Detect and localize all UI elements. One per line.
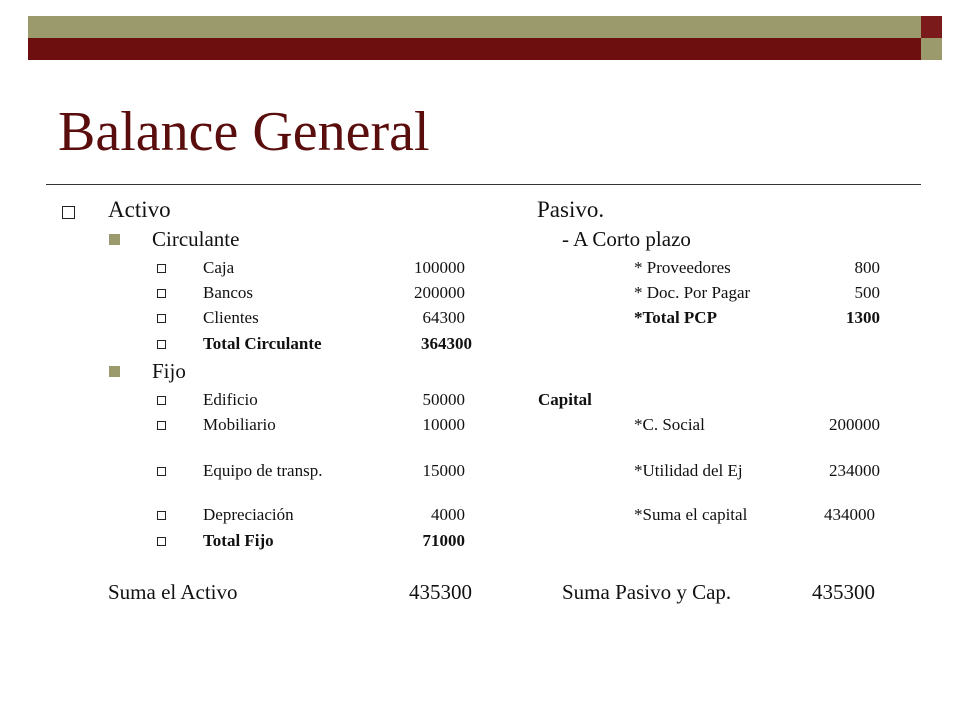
header-bar-top: [28, 16, 921, 38]
item-label: Edificio: [203, 390, 258, 409]
level3-bullet-icon: [157, 421, 166, 430]
level3-bullet-icon: [157, 340, 166, 349]
total-pcp-value: 1300: [846, 308, 880, 327]
item-label: Depreciación: [203, 505, 294, 524]
item-label: * Doc. Por Pagar: [634, 283, 751, 302]
total-circulante-value: 364300: [421, 334, 472, 353]
suma-activo-value: 435300: [409, 580, 472, 604]
item-label: *Suma el capital: [634, 505, 748, 524]
item-label: Equipo de transp.: [203, 461, 323, 480]
level3-bullet-icon: [157, 314, 166, 323]
item-value: 234000: [829, 461, 880, 480]
item-value: 4000: [431, 505, 465, 524]
corto-plazo-label: - A Corto plazo: [562, 227, 691, 251]
item-label: Clientes: [203, 308, 259, 327]
item-value: 500: [854, 283, 880, 302]
item-value: 10000: [422, 415, 465, 434]
item-value: 100000: [414, 258, 465, 277]
total-circulante-label: Total Circulante: [203, 334, 322, 353]
item-value: 434000: [824, 505, 875, 524]
item-value: 15000: [422, 461, 465, 480]
item-value: 200000: [414, 283, 465, 302]
header-bar-bottom: [28, 38, 921, 60]
level3-bullet-icon: [157, 537, 166, 546]
header-corner-square-top: [921, 16, 942, 38]
total-fijo-value: 71000: [422, 531, 465, 550]
total-fijo-label: Total Fijo: [203, 531, 274, 550]
suma-pasivo-value: 435300: [812, 580, 875, 604]
item-label: Mobiliario: [203, 415, 276, 434]
item-label: Bancos: [203, 283, 254, 302]
activo-heading: Activo: [108, 197, 171, 222]
title-divider: [46, 184, 921, 185]
level3-bullet-icon: [157, 396, 166, 405]
item-label: Caja: [203, 258, 235, 277]
pasivo-heading: Pasivo.: [537, 197, 605, 222]
item-value: 50000: [422, 390, 465, 409]
circulante-label: Circulante: [152, 227, 240, 251]
fijo-label: Fijo: [152, 359, 186, 383]
level1-bullet-icon: [62, 206, 75, 219]
item-value: 64300: [422, 308, 465, 327]
capital-label: Capital: [538, 390, 592, 409]
level3-bullet-icon: [157, 467, 166, 476]
level2-bullet-icon: [109, 366, 120, 377]
item-label: *C. Social: [634, 415, 705, 434]
item-value: 800: [854, 258, 880, 277]
level3-bullet-icon: [157, 511, 166, 520]
suma-pasivo-label: Suma Pasivo y Cap.: [562, 580, 732, 604]
level2-bullet-icon: [109, 234, 120, 245]
item-label: * Proveedores: [634, 258, 731, 277]
item-label: *Utilidad del Ej: [634, 461, 743, 480]
suma-activo-label: Suma el Activo: [108, 580, 238, 604]
header-corner-square-bottom: [921, 38, 942, 60]
total-pcp-label: *Total PCP: [634, 308, 717, 327]
slide-title: Balance General: [58, 101, 430, 163]
level3-bullet-icon: [157, 264, 166, 273]
level3-bullet-icon: [157, 289, 166, 298]
item-value: 200000: [829, 415, 880, 434]
